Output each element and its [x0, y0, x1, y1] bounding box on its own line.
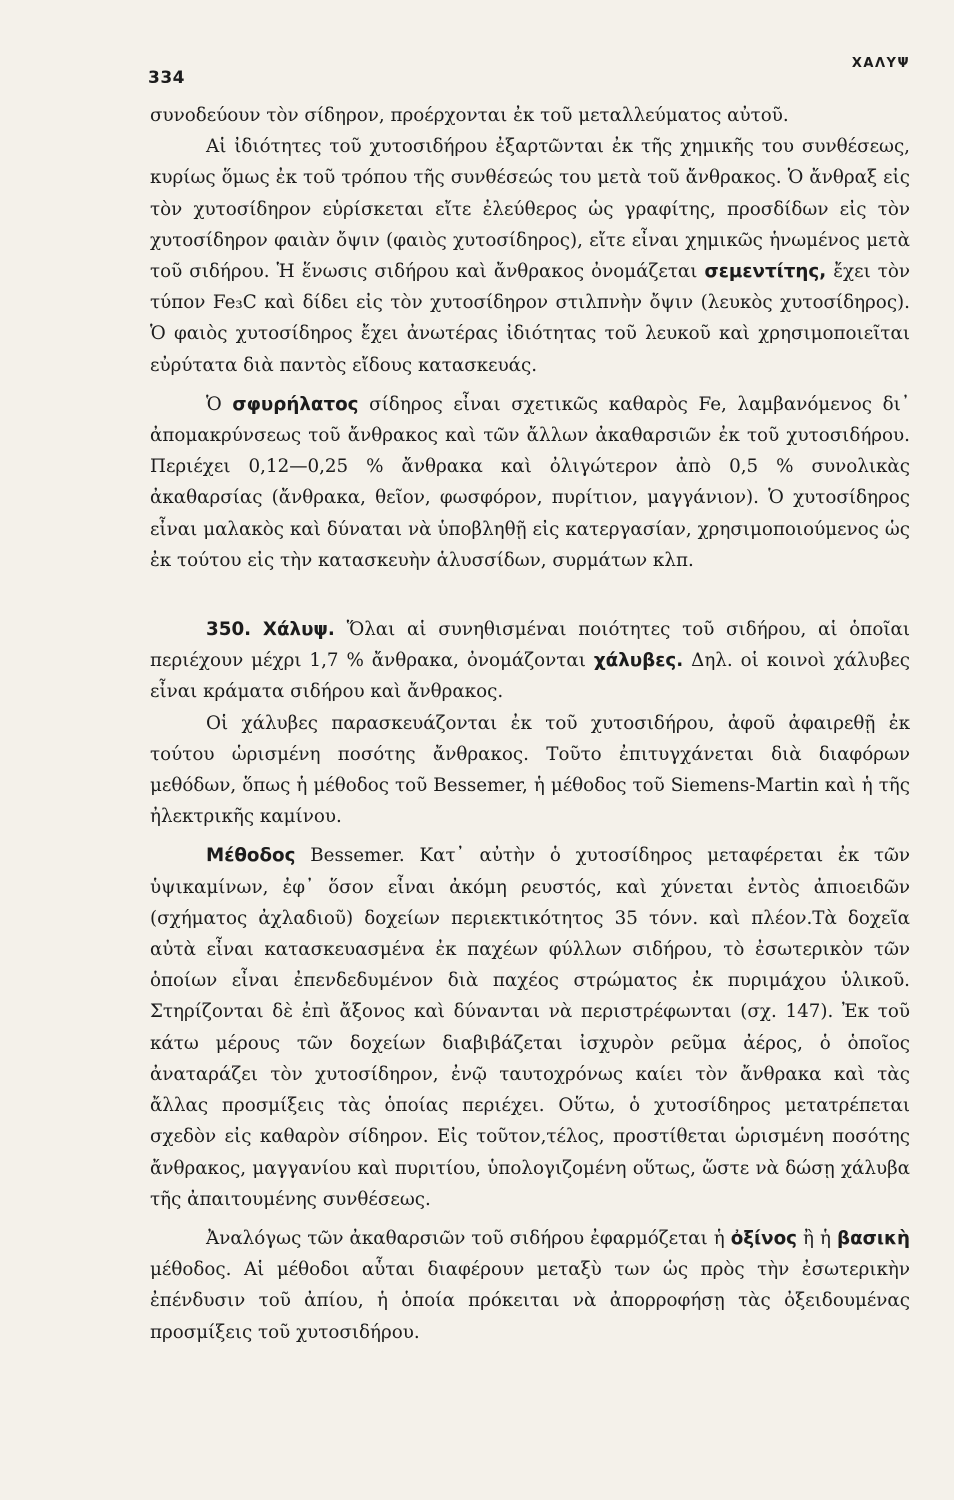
page-number: 334 [148, 68, 185, 88]
paragraph-bessemer: Μέθοδος Bessemer. Κατ᾽ αὐτὴν ὁ χυτοσίδηρος μεταφέρεται ἐκ τῶν ὑψικαμίνων, ἐφ᾽ ὅσον εἶναι ἀκόμη ρευστός, καὶ χύνεται ἐντὸς ἀπιοειδῶν (σχήματος ἀχλαδιοῦ) δοχείων περιεκτικότητος 35 τόνν. καὶ πλέον.Τὰ δοχεῖα αὐτὰ εἶναι κατασκευασμένα ἐκ παχέων φύλλων σιδήρου, τὸ ἐσωτερικὸν τῶν ὁποίων εἶναι ἐπενδεδυμένον διὰ παχέος στρώματος ἐκ πυριμάχου ὑλικοῦ. Στηρίζονται δὲ ἐπὶ ἄξονος καὶ δύνανται νὰ περιστρέφωνται (σχ. 147). Ἐκ τοῦ κάτω μέρους τῶν δοχείων διαβιβάζεται ἰσχυρὸν ρεῦμα ἀέρος, ὁ ὁποῖος ἀναταράζει τὸν χυτοσίδηρον, ἐνῷ ταυτοχρόνως καίει τὸν ἄνθρακα καὶ τὰς ἄλλας προσμίξεις τὰς ὁποίας περιέχει. Οὕτω, ὁ χυτοσίδηρος μετατρέπεται σχεδὸν εἰς καθαρὸν σίδηρον. Εἰς τοῦτον,τέλος, προστίθεται ὡρισμένη ποσότης ἄνθρακος, μαγγανίου καὶ πυριτίου, ὑπολογιζομένη οὕτως, ὥστε νὰ δώσῃ χάλυβα τῆς ἀπαιτουμένης συνθέσεως. [150, 845, 910, 1210]
term-steels: χάλυβες. [593, 650, 684, 672]
running-head [148, 54, 910, 94]
term-basic: βασικὴ [836, 1227, 910, 1249]
paragraph-acid-basic: Ἀναλόγως τῶν ἀκαθαρσιῶν τοῦ σιδήρου ἐφαρμόζεται ἡ ὀξίνος ἢ ἡ βασικὴ μέθοδος. Αἱ μέθοδοι αὗται διαφέρουν μεταξὺ των ὡς πρὸς τὴν ἐσωτερικὴν ἐπένδυσιν τοῦ ἀπίου, ἡ ὁποία πρόκειται νὰ ἀπορροφήσῃ τὰς ὀξειδουμένας προσμίξεις τοῦ χυτοσιδήρου. [150, 1227, 910, 1343]
running-title: ΧΑΛΥΨ [851, 56, 910, 71]
page-body [150, 100, 910, 1348]
paragraph-wrought-iron: Ὁ σφυρήλατος σίδηρος εἶναι σχετικῶς καθαρὸς Fe, λαμβανόμενος δι᾽ ἀπομακρύνσεως τοῦ ἄνθρακος καὶ τῶν ἄλλων ἀκαθαρσιῶν ἐκ τοῦ χυτοσιδήρου. Περιέχει 0,12—0,25 % ἄνθρακα καὶ ὀλιγώτερον ἀπὸ 0,5 % συνολικὰς ἀκαθαρσίας (ἄνθρακα, θεῖον, φωσφόρον, πυρίτιον, μαγγάνιον). Ὁ χυτοσίδηρος εἶναι μαλακὸς καὶ δύναται νὰ ὑποβληθῇ εἰς κατεργασίαν, χρησιμοποιούμενος ὡς ἐκ τούτου εἰς τὴν κατασκευὴν ἁλυσσίδων, συρμάτων κλπ. [150, 393, 910, 571]
term-method: Μέθοδος [206, 845, 296, 867]
term-acid: ὀξίνος [730, 1227, 798, 1249]
paragraph-continuation: συνοδεύουν τὸν σίδηρον, προέρχονται ἐκ τοῦ μεταλλεύματος αὐτοῦ. [150, 105, 789, 126]
term-wrought: σφυρήλατος [232, 393, 359, 415]
section-title: Χάλυψ. [262, 619, 335, 641]
paragraph-cast-iron-properties: Αἱ ἰδιότητες τοῦ χυτοσιδήρου ἐξαρτῶνται ἐκ τῆς χημικῆς του συνθέσεως, κυρίως ὅμως ἐκ τοῦ τρόπου τῆς συνθέσεώς του μετὰ τοῦ ἄνθρακος. Ὁ ἄνθραξ εἰς τὸν χυτοσίδηρον εὑρίσκεται εἴτε ἐλεύθερος ὡς γραφίτης, προσδίδων εἰς τὸν χυτοσίδηρον φαιὰν ὄψιν (φαιὸς χυτοσίδηρος), εἴτε εἶναι χημικῶς ἡνωμένος μετὰ τοῦ σιδήρου. Ἡ ἕνωσις σιδήρου καὶ ἄνθρακος ὀνομάζεται σεμεντίτης, ἔχει τὸν τύπον Fe₃C καὶ δίδει εἰς τὸν χυτοσίδηρον στιλπνὴν ὄψιν (λευκὸς χυτοσίδηρος). Ὁ φαιὸς χυτοσίδηρος ἔχει ἀνωτέρας ἰδιότητας τοῦ λευκοῦ καὶ χρησιμοποιεῖται εὐρύτατα διὰ παντὸς εἴδους κατασκευάς. [150, 136, 911, 376]
paragraph-steel-production: Οἱ χάλυβες παρασκευάζονται ἐκ τοῦ χυτοσιδήρου, ἀφοῦ ἀφαιρεθῇ ἐκ τούτου ὡρισμένη ποσότης ἄνθρακος. Τοῦτο ἐπιτυγχάνεται διὰ διαφόρων μεθόδων, ὅπως ἡ μέθοδος τοῦ Bessemer, ἡ μέθοδος τοῦ Siemens-Martin καὶ ἡ τῆς ἠλεκτρικῆς καμίνου. [150, 712, 910, 828]
section-steel: 350. Χάλυψ. Ὅλαι αἱ συνηθισμέναι ποιότητες τοῦ σιδήρου, αἱ ὁποῖαι περιέχουν μέχρι 1,7 % ἄνθρακα, ὀνομάζονται χάλυβες. Δηλ. οἱ κοινοὶ χάλυβες εἶναι κράματα σιδήρου καὶ ἄνθρακος. [150, 619, 911, 703]
term-cementite: σεμεντίτης, [704, 261, 827, 283]
section-number: 350. [206, 619, 252, 641]
